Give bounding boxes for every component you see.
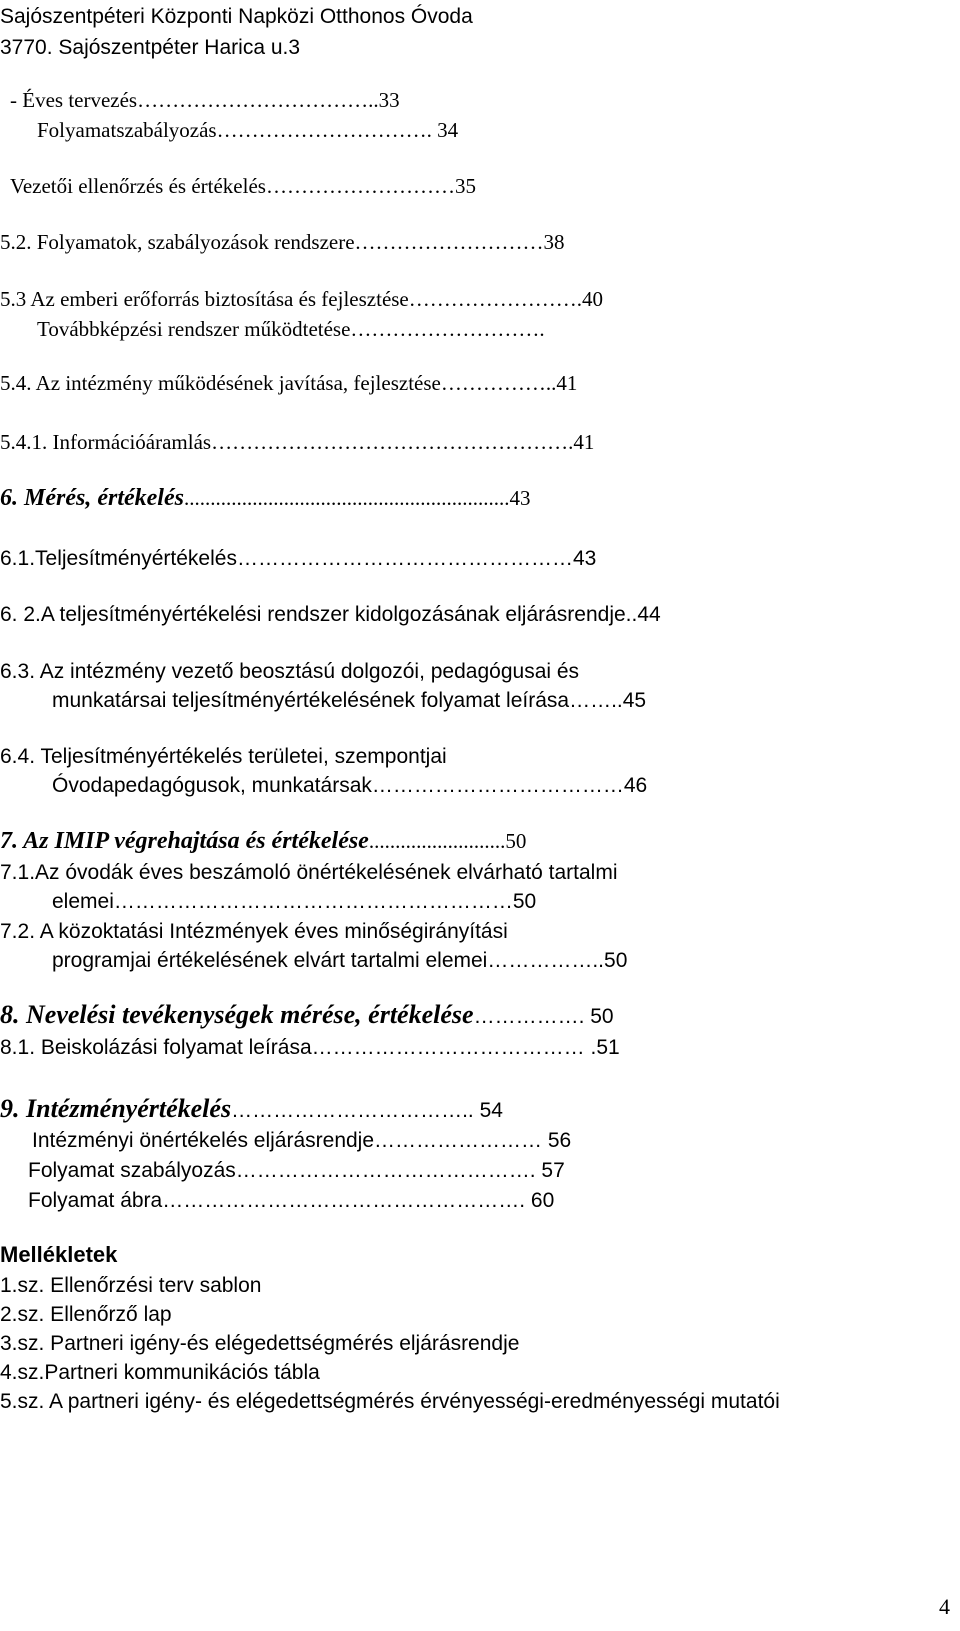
appendix-item: 4.sz.Partneri kommunikációs tábla <box>0 1361 320 1384</box>
appendix-item: 2.sz. Ellenőrző lap <box>0 1303 172 1326</box>
toc-section-page: ……………. 50 <box>473 1005 614 1028</box>
toc-entry-continued: munkatársai teljesítményértékelésének folyamat leírása……..45 <box>52 689 647 712</box>
toc-entry: Továbbképzési rendszer működtetése………………………. <box>37 317 545 341</box>
toc-entry: 5.2. Folyamatok, szabályozások rendszere………………………38 <box>0 230 565 254</box>
toc-entry: 6.4. Teljesítményértékelés területei, szempontjai <box>0 745 447 768</box>
toc-section-title: 9. Intézményértékelés <box>0 1094 232 1123</box>
toc-section-9 <box>0 1096 503 1122</box>
toc-entry: Intézményi önértékelés eljárásrendje…………………… 56 <box>32 1129 572 1152</box>
toc-entry: Folyamat szabályozás……………………………………. 57 <box>28 1159 565 1182</box>
toc-section-title: 7. Az IMIP végrehajtása és értékelése <box>0 828 369 854</box>
toc-entry-continued: Óvodapedagógusok, munkatársak………………………………46 <box>52 774 648 797</box>
toc-entry: Folyamat ábra……………………………………………. 60 <box>28 1189 555 1212</box>
appendix-item: 1.sz. Ellenőrzési terv sablon <box>0 1274 262 1297</box>
toc-entry: 6.1.Teljesítményértékelés…………………………………………43 <box>0 547 597 570</box>
toc-section-page: ..........................50 <box>368 829 527 853</box>
appendix-title: Mellékletek <box>0 1242 118 1267</box>
toc-section-title: 8. Nevelési tevékenységek mérése, értékelése <box>0 1000 474 1029</box>
institution-name: Sajószentpéteri Központi Napközi Otthonos Óvoda <box>0 5 473 28</box>
toc-entry: Vezetői ellenőrzés és értékelés………………………35 <box>10 174 476 198</box>
appendix-item: 3.sz. Partneri igény-és elégedettségmérés eljárásrendje <box>0 1332 520 1355</box>
toc-section-title: 6. Mérés, értékelés <box>0 485 184 511</box>
toc-section-8 <box>0 1002 614 1028</box>
toc-entry: 7.2. A közoktatási Intézmények éves minőségirányítási <box>0 920 508 943</box>
toc-section-6 <box>0 486 530 510</box>
toc-section-page: …………………………….. 54 <box>231 1099 503 1122</box>
toc-entry-continued: programjai értékelésének elvárt tartalmi elemei……………..50 <box>52 949 628 972</box>
institution-address: 3770. Sajószentpéter Harica u.3 <box>0 36 301 59</box>
page-number: 4 <box>939 1594 950 1619</box>
toc-entry: 7.1.Az óvodák éves beszámoló önértékelésének elvárható tartalmi <box>0 861 618 884</box>
toc-entry-continued: elemei…………………………………………………50 <box>52 890 537 913</box>
toc-section-7 <box>0 829 526 853</box>
toc-entry: 6.3. Az intézmény vezető beosztású dolgozói, pedagógusai és <box>0 660 580 683</box>
toc-entry: Folyamatszabályozás…………………………. 34 <box>37 118 459 142</box>
toc-section-page: ..............................................................43 <box>183 486 531 510</box>
toc-entry: 5.4.1. Információáramlás…………………………………………….41 <box>0 430 595 454</box>
toc-entry: 8.1. Beiskolázási folyamat leírása………………………………… .51 <box>0 1036 620 1059</box>
toc-entry: 5.4. Az intézmény működésének javítása, fejlesztése……………..41 <box>0 371 578 395</box>
appendix-item: 5.sz. A partneri igény- és elégedettségmérés érvényességi-eredményességi mutatói <box>0 1390 780 1413</box>
toc-entry: - Éves tervezés……………………………..33 <box>10 88 400 112</box>
toc-entry: 5.3 Az emberi erőforrás biztosítása és fejlesztése…………………….40 <box>0 287 604 311</box>
toc-entry: 6. 2.A teljesítményértékelési rendszer kidolgozásának eljárásrendje..44 <box>0 603 661 626</box>
